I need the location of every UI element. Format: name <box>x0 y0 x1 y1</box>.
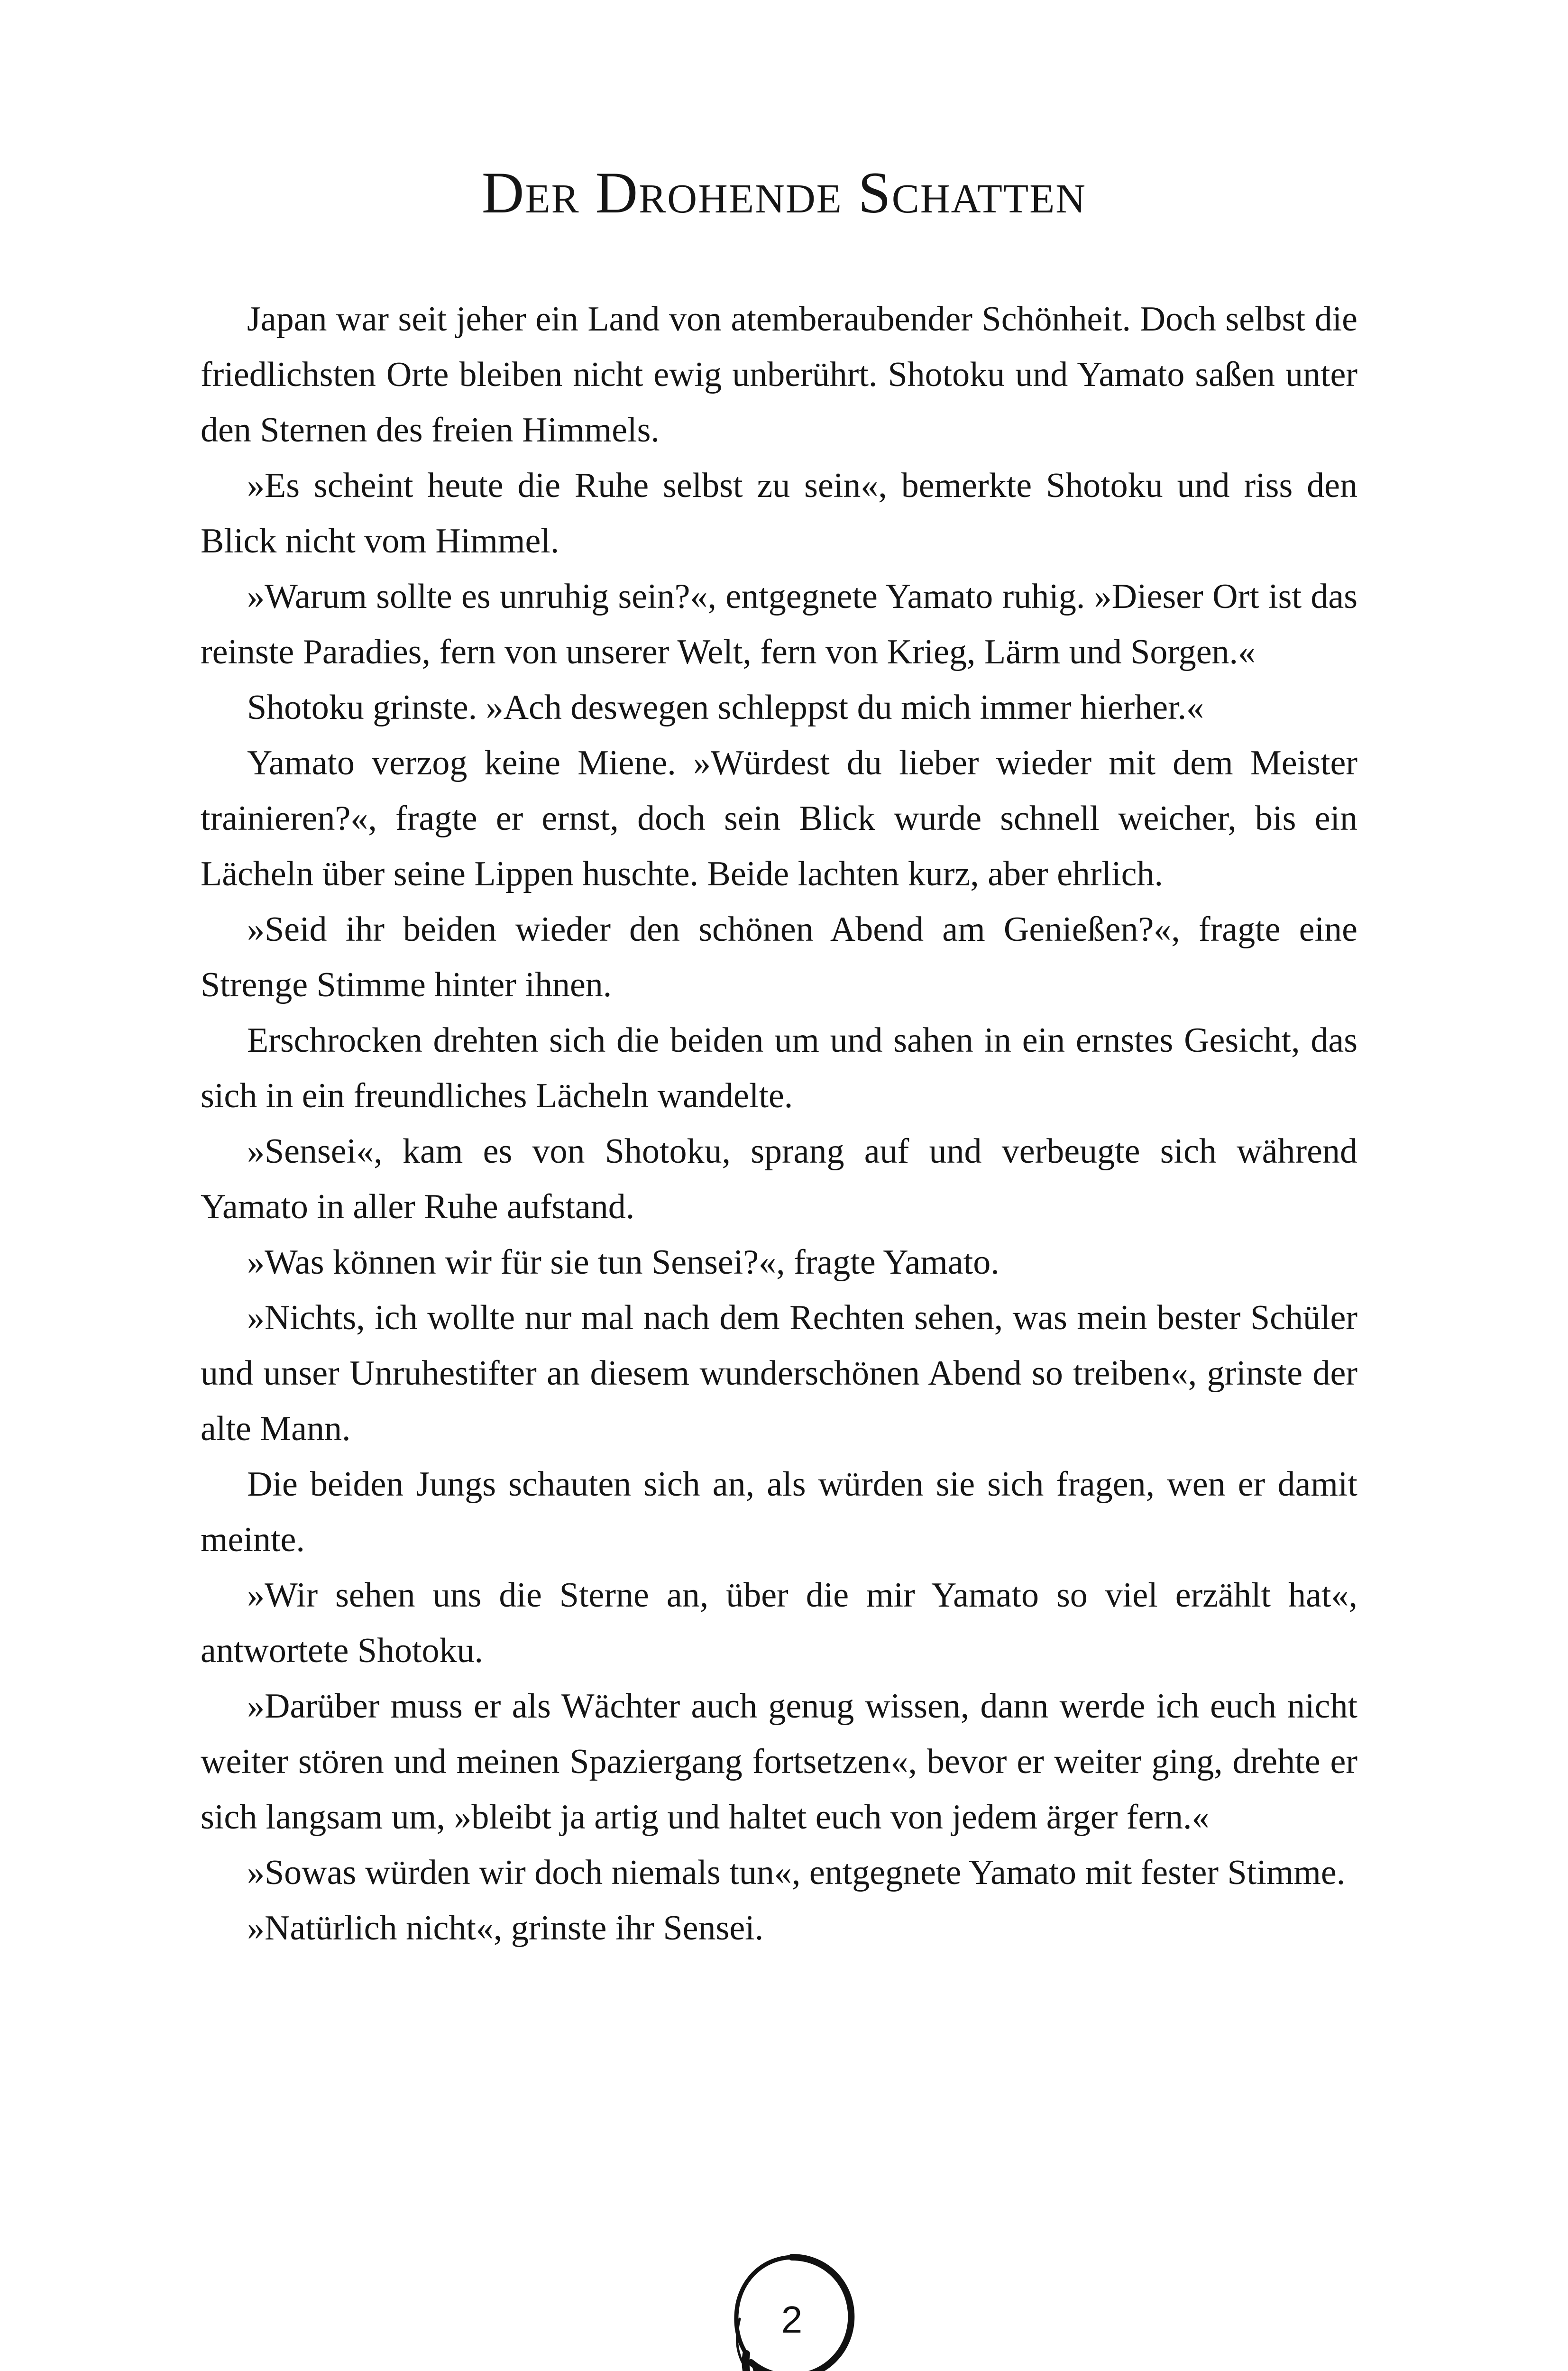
paragraph: »Sowas würden wir doch niemals tun«, entgegnete Yamato mit fester Stimme. <box>247 1853 1346 1892</box>
paragraph: »Wir sehen uns die Sterne an, über die mir Yamato so viel erzählt hat«, antwortete Shotoku. <box>201 1576 1357 1670</box>
paragraph: Yamato verzog keine Miene. »Würdest du lieber wieder mit dem Meister trainieren?«, fragte er ernst, doch sein Blick wurde schnell weicher, bis ein Lächeln über seine Lippen huschte. Beide lachten kurz, aber ehrlich. <box>201 744 1357 893</box>
chapter-title: Der Drohende Schatten <box>481 160 1087 225</box>
paragraph: »Sensei«, kam es von Shotoku, sprang auf und verbeugte sich während Yamato in aller Ruhe aufstand. <box>201 1132 1357 1226</box>
paragraph: »Es scheint heute die Ruhe selbst zu sein«, bemerkte Shotoku und riss den Blick nicht vom Himmel. <box>201 466 1357 561</box>
paragraph: »Was können wir für sie tun Sensei?«, fragte Yamato. <box>247 1243 999 1282</box>
paragraph: »Natürlich nicht«, grinste ihr Sensei. <box>247 1909 764 1948</box>
paragraph: »Warum sollte es unruhig sein?«, entgegnete Yamato ruhig. »Dieser Ort ist das reinste Paradies, fern von unserer Welt, fern von Krieg, Lärm und Sorgen.« <box>201 577 1357 671</box>
page-number-ornament <box>721 2248 863 2371</box>
paragraph: Japan war seit jeher ein Land von atemberaubender Schönheit. Doch selbst die friedlichsten Orte bleiben nicht ewig unberührt. Shotoku und Yamato saßen unter den Sternen des freien Himmels. <box>201 300 1357 450</box>
chapter-body <box>201 292 1357 1956</box>
paragraph: Shotoku grinste. »Ach deswegen schleppst du mich immer hierher.« <box>247 688 1204 727</box>
paragraph: »Darüber muss er als Wächter auch genug wissen, dann werde ich euch nicht weiter stören und meinen Spaziergang fortsetzen«, bevor er weiter ging, drehte er sich langsam um, »bleibt ja artig und haltet euch von jedem ärger fern.« <box>201 1687 1357 1837</box>
page-number: 2 <box>781 2298 803 2341</box>
paragraph: »Seid ihr beiden wieder den schönen Abend am Genießen?«, fragte eine Strenge Stimme hinter ihnen. <box>201 910 1357 1004</box>
paragraph: Erschrocken drehten sich die beiden um und sahen in ein ernstes Gesicht, das sich in ein freundliches Lächeln wandelte. <box>201 1021 1357 1115</box>
paragraph: »Nichts, ich wollte nur mal nach dem Rechten sehen, was mein bester Schüler und unser Unruhestifter an diesem wunderschönen Abend so treiben«, grinste der alte Mann. <box>201 1298 1357 1448</box>
paragraph: Die beiden Jungs schauten sich an, als würden sie sich fragen, wen er damit meinte. <box>201 1465 1357 1559</box>
